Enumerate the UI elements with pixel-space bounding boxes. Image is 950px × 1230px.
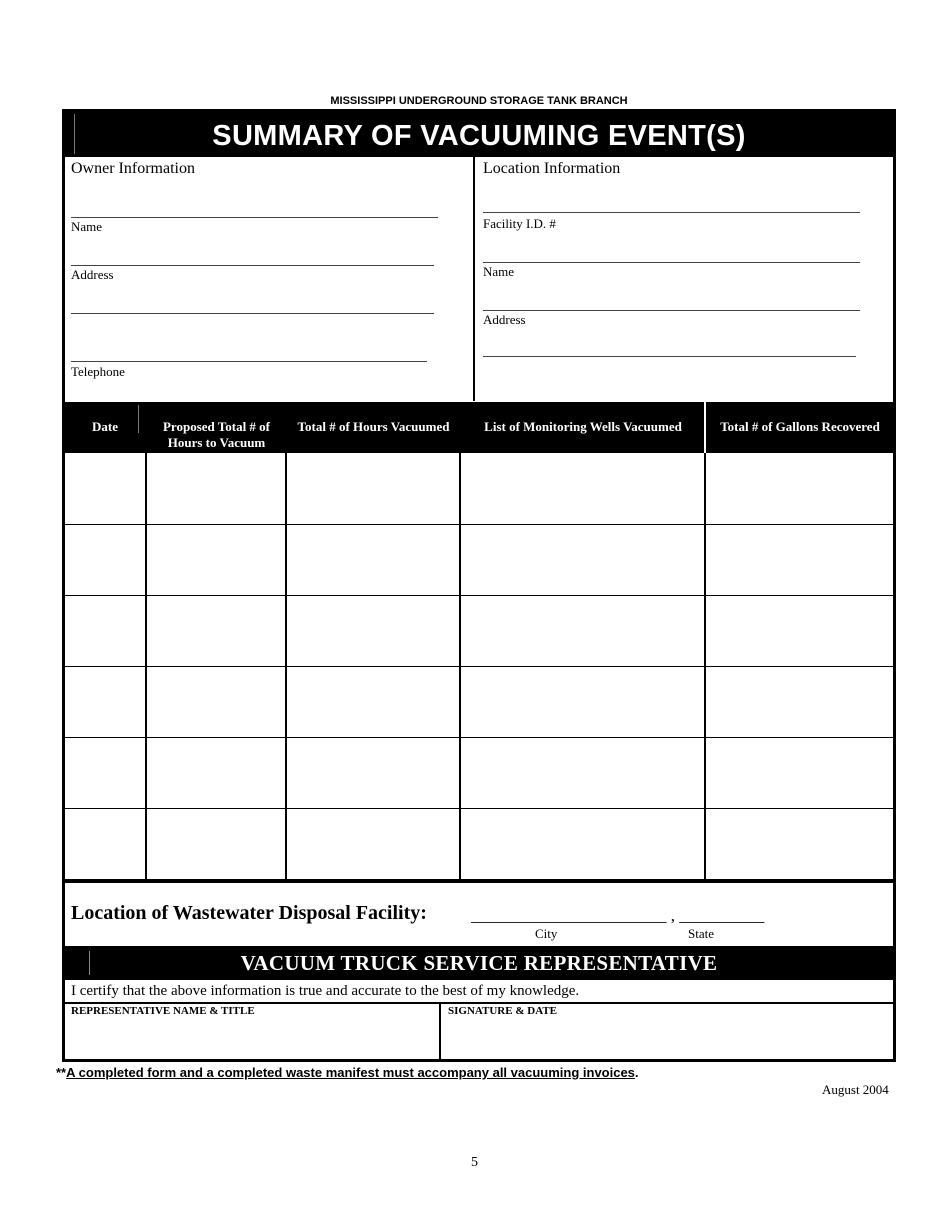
rep-tick (89, 951, 90, 975)
page-number: 5 (471, 1155, 478, 1170)
agency-name: MISSISSIPPI UNDERGROUND STORAGE TANK BRANCH (330, 95, 628, 107)
footnote (56, 1065, 639, 1080)
location-name-line[interactable] (483, 262, 860, 263)
state-label: State (688, 926, 714, 941)
title-tick-left (74, 114, 75, 154)
info-divider (473, 157, 475, 401)
facility-id-line[interactable] (483, 212, 860, 213)
city-label: City (535, 926, 558, 941)
location-heading: Location Information (483, 160, 621, 177)
table-row[interactable] (65, 666, 893, 667)
owner-heading: Owner Information (71, 160, 195, 177)
owner-address-line-2[interactable] (71, 313, 434, 314)
representative-heading: VACUUM TRUCK SERVICE REPRESENTATIVE (62, 946, 896, 980)
owner-name-line[interactable] (71, 217, 438, 218)
signature-date-label: SIGNATURE & DATE (448, 1005, 557, 1017)
rep-name-title-label: REPRESENTATIVE NAME & TITLE (71, 1005, 255, 1017)
disposal-city-state-line[interactable]: _______________________ , __________ (471, 906, 765, 925)
location-address-line[interactable] (483, 310, 860, 311)
col-date: Date (92, 419, 118, 434)
table-bottom-border (62, 879, 896, 883)
owner-telephone-label: Telephone (71, 364, 125, 379)
table-row[interactable] (65, 595, 893, 596)
table-row[interactable] (65, 737, 893, 738)
owner-address-label: Address (71, 267, 114, 282)
certify-divider (62, 1002, 896, 1004)
location-name-label: Name (483, 264, 515, 279)
location-address-line-2[interactable] (483, 356, 856, 357)
footnote-suffix: . (634, 1065, 639, 1080)
owner-name-label: Name (71, 219, 103, 234)
facility-id-label: Facility I.D. # (483, 216, 556, 231)
signature-date-field[interactable] (443, 1018, 892, 1056)
owner-address-line[interactable] (71, 265, 434, 266)
owner-telephone-line[interactable] (71, 361, 427, 362)
signature-divider (439, 1003, 441, 1059)
col-wells-vacuumed: List of Monitoring Wells Vacuumed (484, 419, 682, 434)
col-gallons-recovered: Total # of Gallons Recovered (720, 419, 880, 434)
revision-date: August 2004 (822, 1082, 889, 1097)
table-row[interactable] (65, 524, 893, 525)
location-address-label: Address (483, 312, 526, 327)
table-row[interactable] (65, 808, 893, 809)
col-proposed-hours: Proposed Total # of Hours to Vacuum (162, 419, 271, 450)
header-divider (704, 402, 706, 453)
form-title: SUMMARY OF VACUUMING EVENT(S) (62, 109, 896, 157)
certify-statement: I certify that the above information is true and accurate to the best of my knowledge. (71, 983, 580, 999)
col-hours-vacuumed: Total # of Hours Vacuumed (297, 419, 450, 434)
disposal-label: Location of Wastewater Disposal Facility: (71, 902, 427, 924)
footnote-text: A completed form and a completed waste manifest must accompany all vacuuming invoices (66, 1065, 635, 1080)
rep-name-title-field[interactable] (66, 1018, 436, 1056)
footnote-prefix: ** (56, 1065, 67, 1080)
